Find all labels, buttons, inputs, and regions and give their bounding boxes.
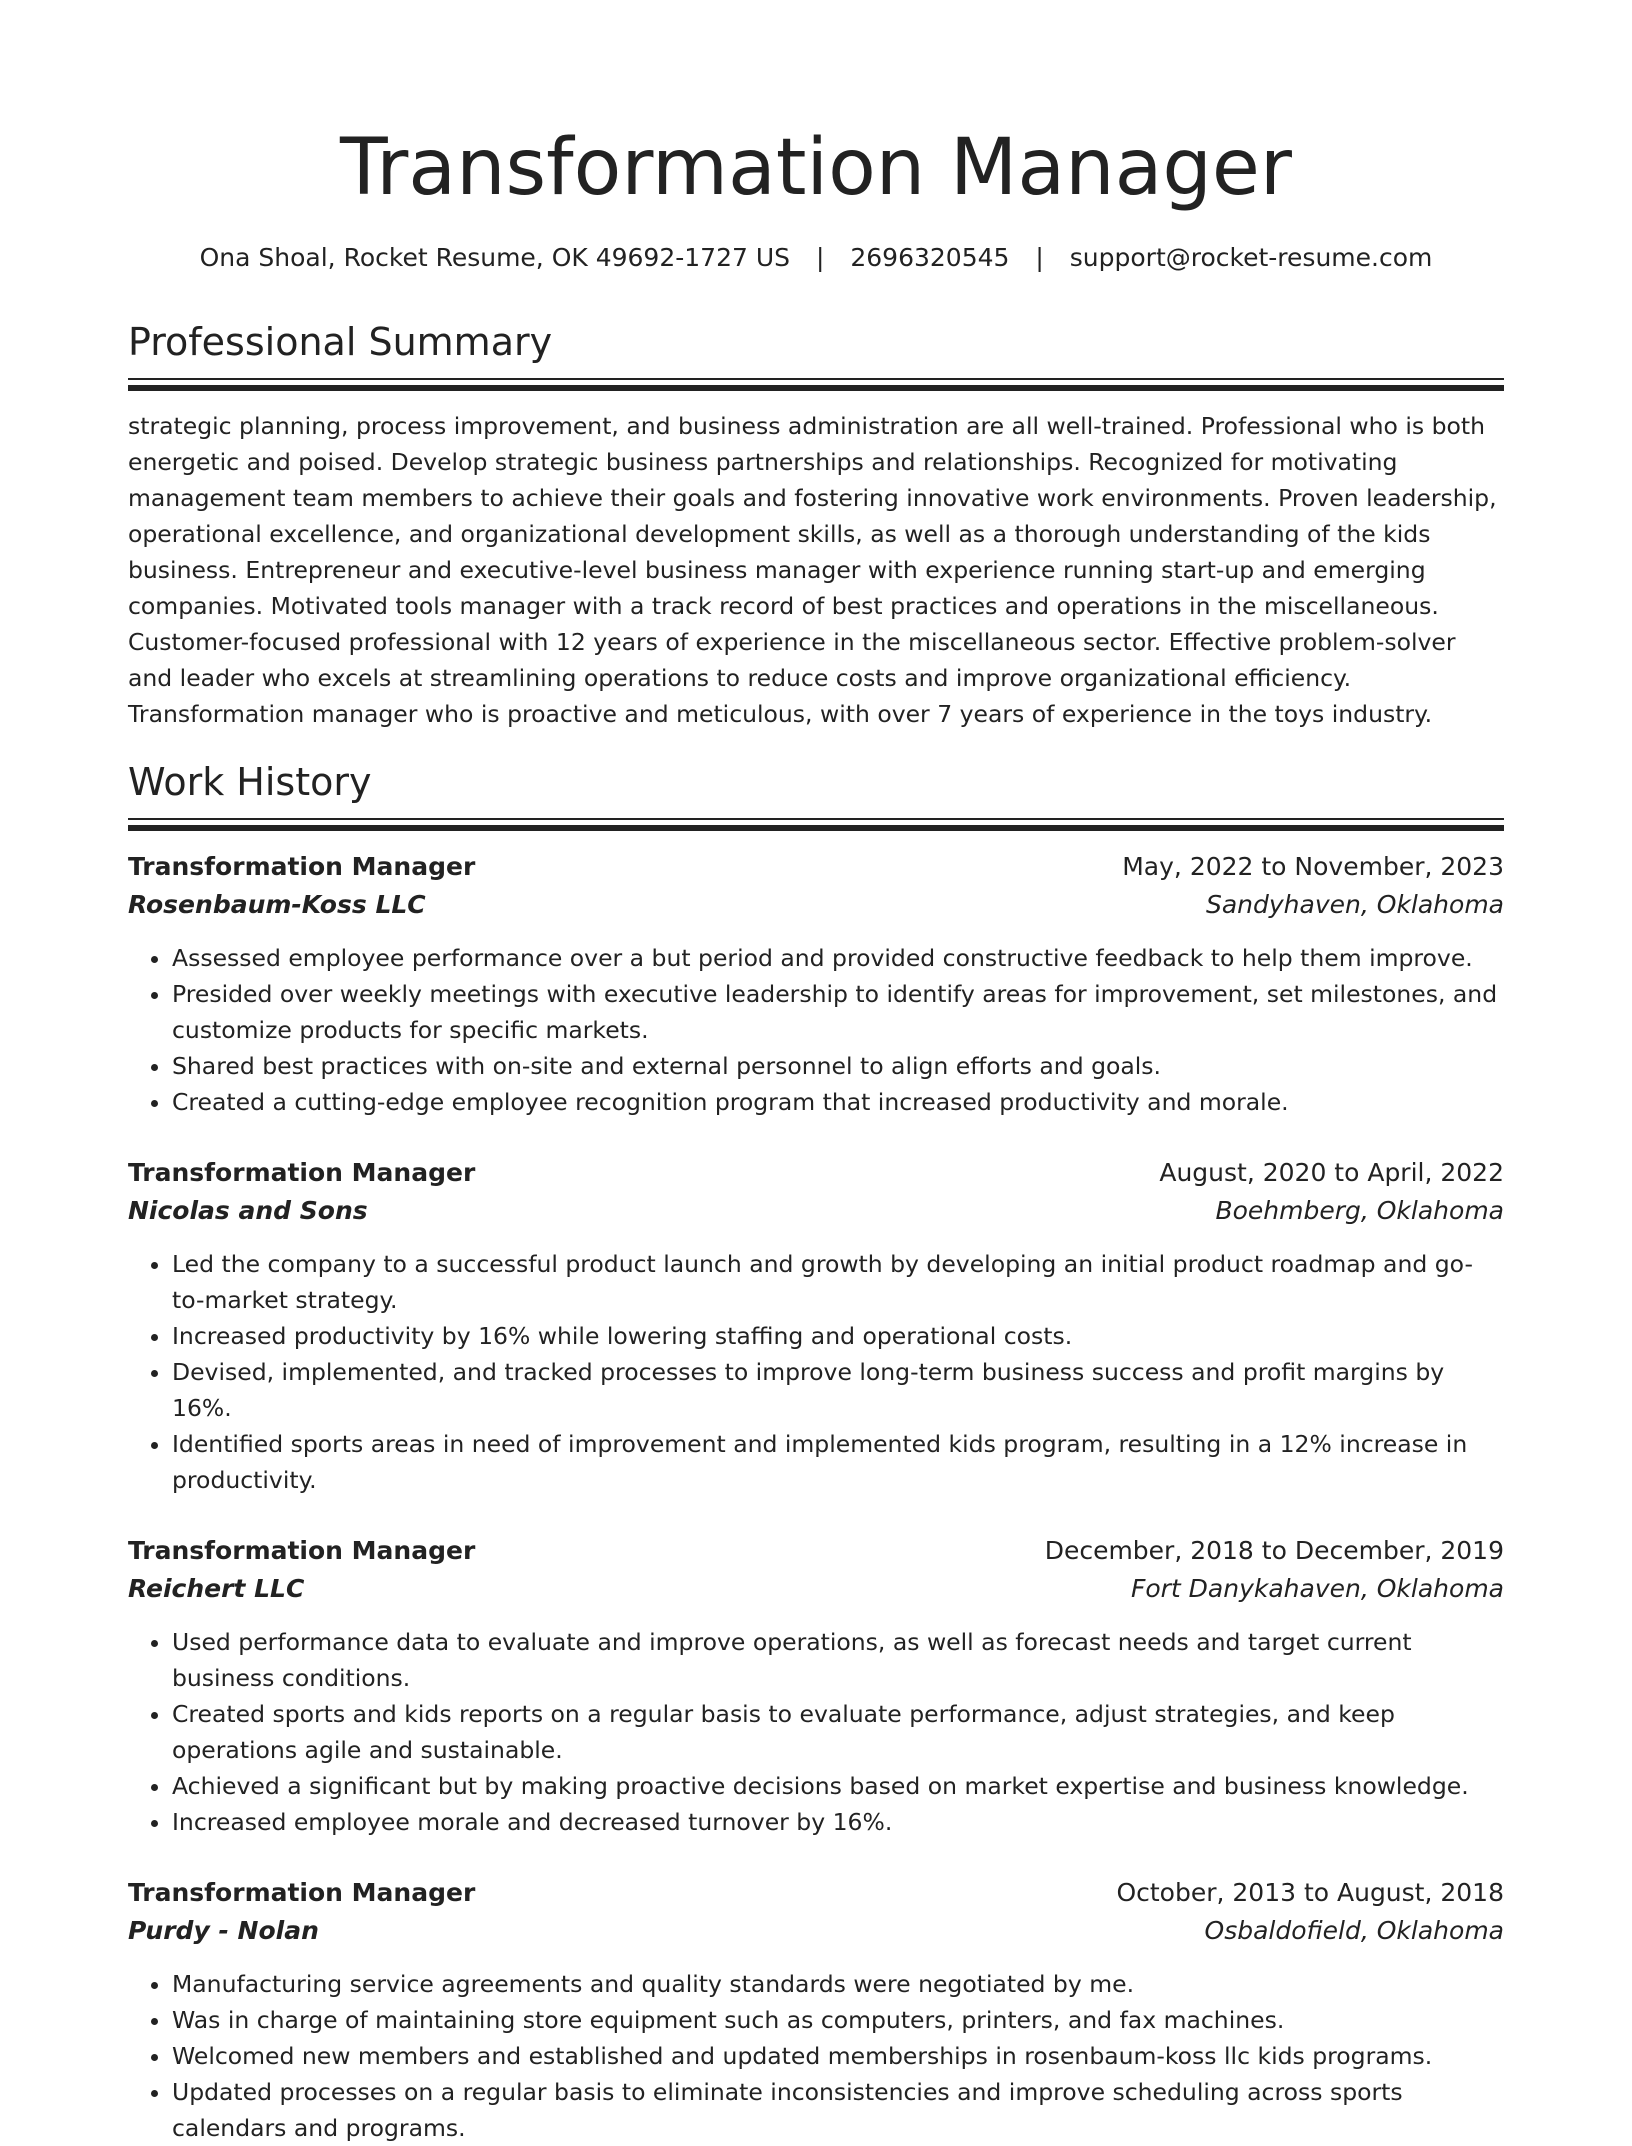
contact-separator: | [815, 243, 825, 272]
job-bullet: • Created a cutting-edge employee recognition program that increased productivity and morale. [172, 1084, 1504, 1120]
contact-email: support@rocket-resume.com [1069, 243, 1433, 272]
summary-heading: Professional Summary [128, 320, 553, 364]
job-company: Reichert LLC [128, 1574, 305, 1603]
job-location: Boehmberg, Oklahoma [1215, 1196, 1504, 1225]
job-title: Transformation Manager [128, 1878, 476, 1907]
job-entry [128, 1532, 1504, 1840]
job-entry [128, 848, 1504, 1120]
job-bullet: • Shared best practices with on-site and external personnel to align efforts and goals. [172, 1048, 1504, 1084]
job-bullet: • Identified sports areas in need of improvement and implemented kids program, resulting in a 12% increase in productivity. [172, 1426, 1504, 1498]
contact-address: Ona Shoal, Rocket Resume, OK 49692-1727 US [199, 243, 791, 272]
job-bullets [128, 940, 1504, 1120]
job-dates: October, 2013 to August, 2018 [1116, 1878, 1504, 1907]
job-bullet: • Welcomed new members and established and updated memberships in rosenbaum-koss llc kids programs. [172, 2038, 1504, 2074]
job-bullet: • Increased productivity by 16% while lowering staffing and operational costs. [172, 1318, 1504, 1354]
contact-separator: | [1035, 243, 1044, 272]
job-location: Fort Danykahaven, Oklahoma [1130, 1574, 1504, 1603]
job-company: Nicolas and Sons [128, 1196, 368, 1225]
summary-section [128, 318, 1504, 732]
job-bullet: • Updated processes on a regular basis to eliminate inconsistencies and improve scheduling across sports calendars and programs. [172, 2074, 1504, 2146]
job-location: Sandyhaven, Oklahoma [1205, 890, 1504, 919]
job-title: Transformation Manager [128, 1536, 476, 1565]
job-bullet: • Increased employee morale and decreased turnover by 16%. [172, 1804, 1504, 1840]
job-bullets [128, 1966, 1504, 2146]
work-history-section [128, 758, 1504, 2146]
job-bullet: • Was in charge of maintaining store equipment such as computers, printers, and fax machines. [172, 2002, 1504, 2038]
summary-text: strategic planning, process improvement, and business administration are all well-trained. Professional who is both energetic and poised. Develop strategic business partnerships and relationships. Recognized for motivating management team members to achieve their goals and fostering innovative work environments. Proven leadership, operational excellence, and organizational development skills, as well as a thorough understanding of the kids business. Entrepreneur and executive-level business manager with experience running start-up and emerging companies. Motivated tools manager with a track record of best practices and operations in the miscellaneous. Customer-focused professional with 12 years of experience in the miscellaneous sector. Effective problem-solver and leader who excels at streamlining operations to reduce costs and improve organizational efficiency. Transformation manager who is proactive and meticulous, with over 7 years of experience in the toys industry. [128, 412, 1497, 728]
section-divider [128, 818, 1504, 832]
job-bullets [128, 1624, 1504, 1840]
resume-title: Transformation Manager [340, 123, 1292, 213]
job-entry [128, 1874, 1504, 2146]
job-bullet: • Manufacturing service agreements and quality standards were negotiated by me. [172, 1966, 1504, 2002]
job-company: Rosenbaum-Koss LLC [128, 890, 426, 919]
job-company: Purdy - Nolan [128, 1916, 319, 1945]
job-bullet: • Achieved a significant but by making proactive decisions based on market expertise and business knowledge. [172, 1768, 1504, 1804]
job-dates: May, 2022 to November, 2023 [1122, 852, 1504, 881]
job-entry [128, 1154, 1504, 1498]
job-title: Transformation Manager [128, 852, 476, 881]
job-bullet: • Presided over weekly meetings with executive leadership to identify areas for improvement, set milestones, and customize products for specific markets. [172, 976, 1504, 1048]
section-divider [128, 378, 1504, 392]
job-title: Transformation Manager [128, 1158, 476, 1187]
job-dates: December, 2018 to December, 2019 [1044, 1536, 1504, 1565]
job-bullet: • Led the company to a successful product launch and growth by developing an initial product roadmap and go-to-market strategy. [172, 1246, 1504, 1318]
work-history-heading: Work History [128, 760, 372, 804]
job-dates: August, 2020 to April, 2022 [1159, 1158, 1504, 1187]
job-bullets [128, 1246, 1504, 1498]
job-bullet: • Assessed employee performance over a but period and provided constructive feedback to help them improve. [172, 940, 1504, 976]
job-bullet: • Used performance data to evaluate and improve operations, as well as forecast needs and target current business conditions. [172, 1624, 1504, 1696]
job-bullet: • Created sports and kids reports on a regular basis to evaluate performance, adjust strategies, and keep operations agile and sustainable. [172, 1696, 1504, 1768]
job-location: Osbaldofield, Oklahoma [1204, 1916, 1504, 1945]
contact-line [128, 240, 1504, 276]
job-bullet: • Devised, implemented, and tracked processes to improve long-term business success and profit margins by 16%. [172, 1354, 1504, 1426]
contact-phone: 2696320545 [850, 243, 1010, 272]
